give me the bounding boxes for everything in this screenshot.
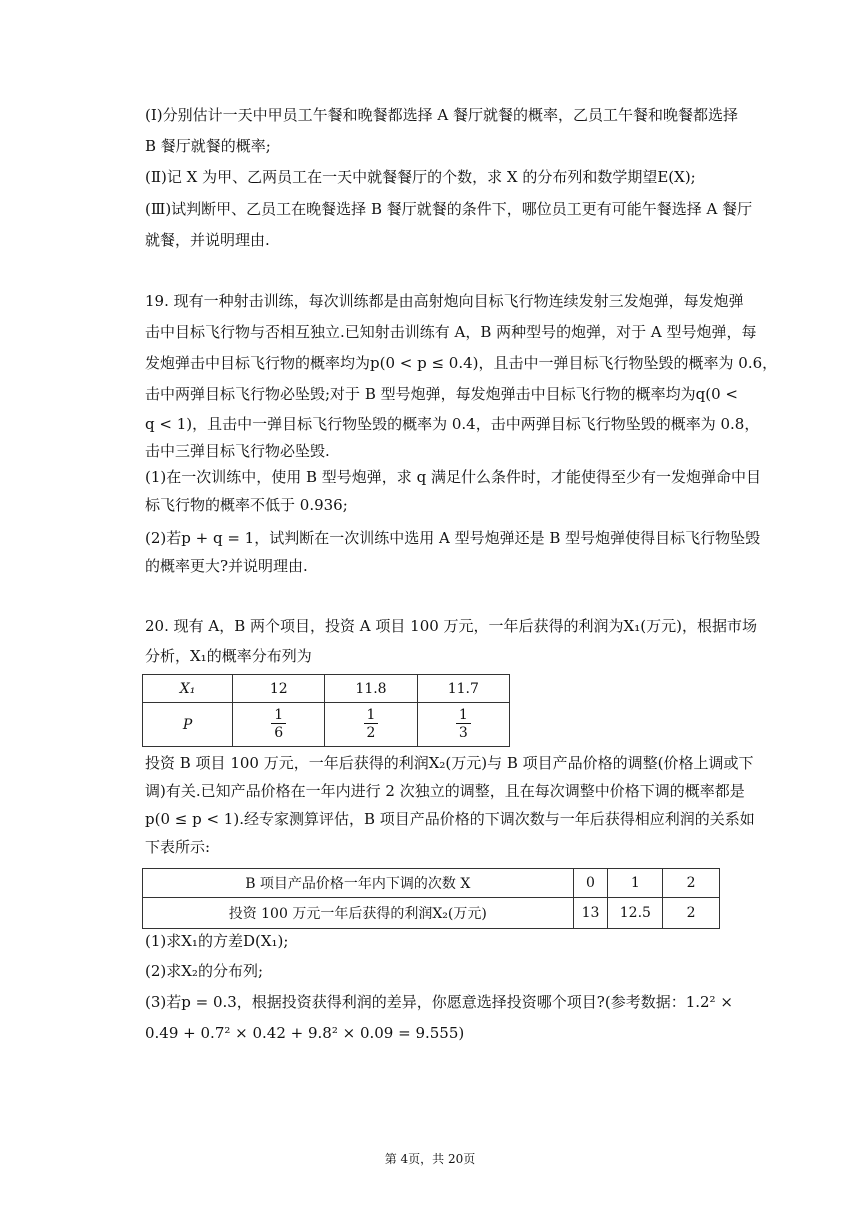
q19-line3: 发炮弹击中目标飞行物的概率均为p(0 < p ≤ 0.4)，且击中一弹目标飞行物坠毁的概率为 0.6， [145, 354, 778, 372]
numerator: 1 [271, 707, 286, 724]
fraction [271, 707, 286, 742]
q19-line7: (1)在一次训练中，使用 B 型号炮弹，求 q 满足什么条件时，才能使得至少有一发炮弹命中目 [145, 468, 761, 486]
table2-cell: 2 [663, 869, 720, 898]
q20-line2: 分析，X₁的概率分布列为 [145, 647, 312, 665]
table1-fraction-cell [325, 703, 417, 747]
q20-sub3-line2: 0.49 + 0.7² × 0.42 + 9.8² × 0.09 = 9.555) [145, 1024, 465, 1042]
q18-part1-line1: (Ⅰ)分别估计一天中甲员工午餐和晚餐都选择 A 餐厅就餐的概率，乙员工午餐和晚餐都选择 [145, 106, 739, 124]
table1-cell: 11.7 [417, 675, 509, 703]
q19-line9: (2)若p + q = 1，试判断在一次训练中选用 A 型号炮弹还是 B 型号炮弹使得目标飞行物坠毁 [145, 529, 761, 547]
numerator: 1 [364, 707, 379, 724]
table1-fraction-cell [233, 703, 325, 747]
table1-header-p: P [143, 703, 233, 747]
q18-part3-line2: 就餐，并说明理由. [145, 231, 270, 249]
table2-cell: 1 [608, 869, 663, 898]
table2-cell: 0 [573, 869, 608, 898]
table2-row-label: B 项目产品价格一年内下调的次数 X [143, 869, 574, 898]
q19-line5: q < 1)，且击中一弹目标飞行物坠毁的概率为 0.4，击中两弹目标飞行物坠毁的概率为 0.8， [145, 415, 760, 433]
q18-part2: (Ⅱ)记 X 为甲、乙两员工在一天中就餐餐厅的个数，求 X 的分布列和数学期望E(X); [145, 168, 696, 186]
table2-cell: 2 [663, 898, 720, 929]
q20-line4: 调)有关.已知产品价格在一年内进行 2 次独立的调整，且在每次调整中价格下调的概率都是 [145, 782, 745, 800]
q18-part1-line2: B 餐厅就餐的概率; [145, 137, 271, 155]
denominator: 6 [274, 725, 284, 741]
table1-cell: 11.8 [325, 675, 417, 703]
page-footer: 第 4页，共 20页 [384, 1152, 476, 1166]
q20-line5: p(0 ≤ p < 1).经专家测算评估，B 项目产品价格的下调次数与一年后获得相应利润的关系如 [145, 810, 755, 828]
table2-cell: 12.5 [608, 898, 663, 929]
q20-line6: 下表所示: [145, 838, 211, 856]
denominator: 2 [366, 725, 376, 741]
q19-line10: 的概率更大?并说明理由. [145, 557, 308, 575]
x2-profit-table [142, 868, 720, 929]
q19-line4: 击中两弹目标飞行物必坠毁;对于 B 型号炮弹，每发炮弹击中目标飞行物的概率均为q(0 < [145, 385, 738, 403]
q19-line2: 击中目标飞行物与否相互独立.已知射击训练有 A，B 两种型号的炮弹，对于 A 型号炮弹，每 [145, 323, 757, 341]
q19-line8: 标飞行物的概率不低于 0.936; [145, 496, 348, 514]
q19-line1: 19. 现有一种射击训练，每次训练都是由高射炮向目标飞行物连续发射三发炮弹，每发炮弹 [145, 292, 744, 310]
x1-distribution-table [142, 674, 510, 747]
q19-line6: 击中三弹目标飞行物必坠毁. [145, 442, 330, 460]
q20-sub1: (1)求X₁的方差D(X₁); [145, 932, 289, 950]
numerator: 1 [456, 707, 471, 724]
table1-fraction-cell [417, 703, 509, 747]
q20-sub3-line1: (3)若p = 0.3，根据投资获得利润的差异，你愿意选择投资哪个项目?(参考数据：1.2² × [145, 993, 733, 1011]
q20-line1: 20. 现有 A，B 两个项目，投资 A 项目 100 万元，一年后获得的利润为X₁(万元)，根据市场 [145, 617, 757, 635]
table2-cell: 13 [573, 898, 608, 929]
table1-header-x1: X₁ [143, 675, 233, 703]
q20-line3: 投资 B 项目 100 万元，一年后获得的利润X₂(万元)与 B 项目产品价格的调整(价格上调或下 [145, 754, 754, 772]
q20-sub2: (2)求X₂的分布列; [145, 962, 263, 980]
table1-cell: 12 [233, 675, 325, 703]
q18-part3-line1: (Ⅲ)试判断甲、乙员工在晚餐选择 B 餐厅就餐的条件下，哪位员工更有可能午餐选择 A 餐厅 [145, 200, 753, 218]
denominator: 3 [458, 725, 468, 741]
fraction [364, 707, 379, 742]
fraction [456, 707, 471, 742]
table2-row-label: 投资 100 万元一年后获得的利润X₂(万元) [143, 898, 574, 929]
